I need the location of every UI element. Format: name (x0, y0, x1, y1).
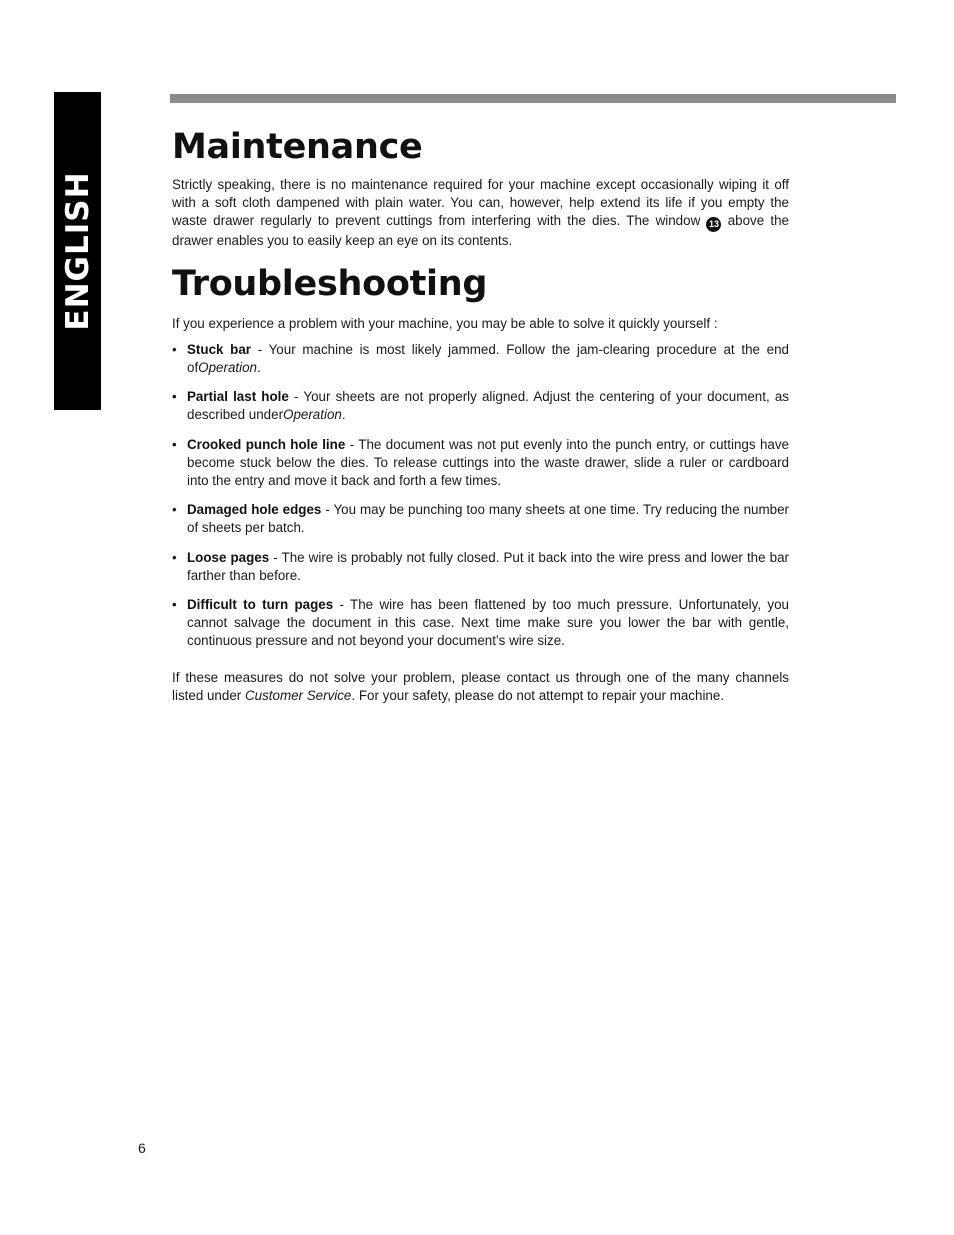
maintenance-paragraph (172, 176, 789, 251)
troubleshooting-intro: If you experience a problem with your machine, you may be able to solve it quickly yourself : (172, 315, 718, 331)
customer-service-reference: Customer Service (244, 687, 352, 703)
issue-title: Crooked punch hole line (187, 436, 346, 452)
list-item (172, 341, 789, 377)
closing-text-before: If these measures do not solve your problem, please contact us through one of the many channels listed under (172, 669, 789, 703)
page-number: 6 (138, 1140, 146, 1156)
closing-paragraph (172, 669, 789, 705)
bullet: • (172, 597, 177, 613)
language-tab-label: ENGLISH (59, 171, 96, 331)
page-content (172, 122, 789, 705)
bullet: • (172, 502, 177, 518)
language-tab (54, 92, 101, 410)
troubleshooting-heading: Troubleshooting (172, 263, 488, 304)
maintenance-heading: Maintenance (172, 127, 423, 167)
closing-text-after: . For your safety, please do not attempt to repair your machine. (351, 687, 725, 703)
list-item (172, 549, 789, 585)
issue-text-after: . (341, 407, 346, 423)
issue-title: Partial last hole (187, 389, 289, 405)
issue-text: - Your machine is most likely jammed. Follow the jam-clearing procedure at the end of (187, 341, 789, 376)
troubleshooting-list (172, 341, 789, 651)
issue-reference: Operation (283, 407, 342, 423)
list-item (172, 501, 789, 537)
list-item (172, 388, 789, 424)
issue-text: - The document was not put evenly into the punch entry, or cuttings have become stuck below the dies. To release cuttings into the waste drawer, slide a ruler or cardboard into the entry and move it back and forth a few times. (187, 436, 789, 489)
bullet: • (172, 549, 177, 565)
header-rule (170, 94, 896, 103)
maintenance-text-after-ref: above the drawer enables you to easily keep an eye on its contents. (172, 213, 789, 249)
issue-text: - The wire is probably not fully closed. Put it back into the wire press and lower the bar farther than before. (187, 549, 789, 583)
bullet: • (172, 341, 177, 357)
bullet: • (172, 436, 177, 452)
bullet: • (172, 389, 177, 405)
issue-title: Stuck bar (187, 341, 251, 357)
maintenance-text-before-ref: Strictly speaking, there is no maintenance required for your machine except occasionally wiping it off with a soft cloth dampened with plain water. You can, however, help extend its life if you empty the waste drawer regularly to prevent cuttings from interfering with the dies. The window (172, 177, 789, 229)
issue-text-after: . (256, 360, 261, 376)
issue-text: - Your sheets are not properly aligned. Adjust the centering of your document, as described under (187, 389, 789, 423)
list-item (172, 436, 789, 491)
issue-title: Loose pages (187, 549, 270, 565)
reference-number-badge: 13 (706, 217, 721, 232)
issue-text: - The wire has been flattened by too much pressure. Unfortunately, you cannot salvage the document in this case. Next time make sure you lower the bar with gentle, continuous pressure and not beyond your document’s wire size. (187, 597, 789, 649)
issue-text: - You may be punching too many sheets at one time. Try reducing the number of sheets per batch. (187, 502, 789, 536)
issue-reference: Operation (198, 360, 257, 376)
issue-title: Difficult to turn pages (187, 597, 334, 613)
list-item (172, 596, 789, 651)
issue-title: Damaged hole edges (187, 502, 322, 518)
